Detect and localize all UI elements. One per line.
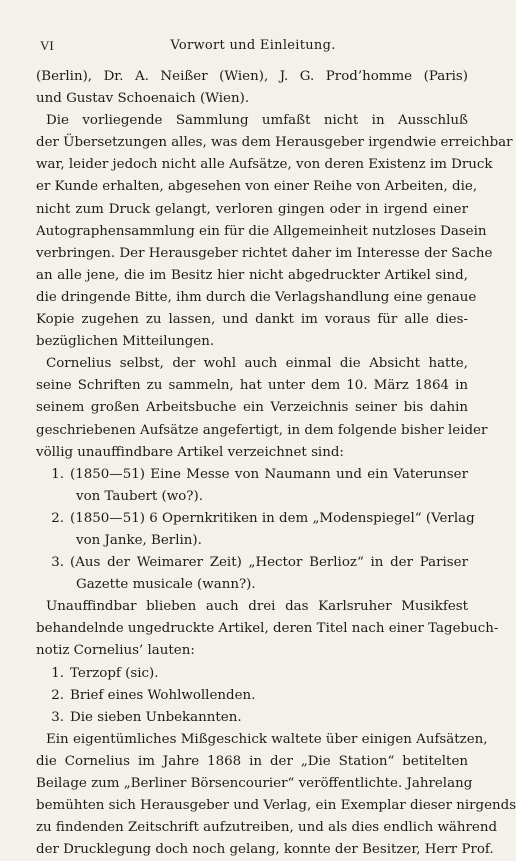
text-line: bezüglichen Mitteilungen. <box>36 334 215 350</box>
text-line: behandelnde ungedruckte Artikel, deren Titel nach einer Tagebuch- <box>36 621 499 637</box>
text-line: verbringen. Der Herausgeber richtet daher im Interesse der Sache <box>36 245 493 261</box>
list-item-text: Die sieben Unbekannten. <box>70 709 242 725</box>
text-line: geschriebenen Aufsätze angefertigt, in dem folgende bisher leider <box>36 422 488 438</box>
paragraph-block-2 <box>36 596 499 662</box>
text-line: an alle jene, die im Besitz hier nicht abgedruckter Artikel sind, <box>36 267 468 283</box>
list-item-text: (1850—51) 6 Opernkritiken in dem „Modenspiegel“ (Verlag <box>70 510 475 526</box>
list-item <box>36 552 468 574</box>
text-line: war, leider jedoch nicht alle Aufsätze, von deren Existenz im Druck <box>36 157 493 173</box>
list-item-continuation: von Taubert (wo?). <box>76 488 203 504</box>
list-item-continuation: von Janke, Berlin). <box>76 532 202 548</box>
text-line: Beilage zum „Berliner Börsencourier“ veröffentlichte. Jahrelang <box>36 776 473 791</box>
text-line: Ein eigentümliches Mißgeschick waltete über einigen Aufsätzen, <box>46 731 488 747</box>
text-line: und Gustav Schoenaich (Wien). <box>36 91 250 107</box>
text-line: Unauffindbar blieben auch drei das Karlsruher Musikfest <box>46 599 468 615</box>
list-item-text: (1850—51) Eine Messe von Naumann und ein Vaterunser <box>70 466 468 482</box>
list-item-number: 3. <box>51 709 64 725</box>
text-line: Autographensammlung ein für die Allgemeinheit nutzloses Dasein <box>36 223 487 239</box>
missing-articles-list <box>36 464 475 597</box>
list-item-text: Brief eines Wohlwollenden. <box>70 687 256 703</box>
list-item <box>36 663 468 685</box>
text-line: seinem großen Arbeitsbuche ein Verzeichnis seiner bis dahin <box>36 400 468 416</box>
text-line: er Kunde erhalten, abgesehen von einer Reihe von Arbeiten, die, <box>36 179 478 195</box>
text-line: die Cornelius im Jahre 1868 in der „Die Station“ betitelten <box>36 753 468 769</box>
list-item-continuation: Gazette musicale (wann?). <box>76 577 256 593</box>
list-item-number: 2. <box>51 510 64 526</box>
list-item <box>36 464 468 486</box>
text-line: Cornelius selbst, der wohl auch einmal die Absicht hatte, <box>46 356 468 372</box>
text-line: völlig unauffindbare Artikel verzeichnet sind: <box>36 444 344 460</box>
list-item <box>36 685 468 707</box>
list-item <box>36 508 475 530</box>
text-line: notiz Cornelius’ lauten: <box>36 643 195 659</box>
text-line: (Berlin), Dr. A. Neißer (Wien), J. G. Prod’homme (Paris) <box>36 69 468 84</box>
list-item-text: (Aus der Weimarer Zeit) „Hector Berlioz“ in der Pariser <box>70 555 468 571</box>
list-item-number: 3. <box>51 555 64 571</box>
text-line: bemühten sich Herausgeber und Verlag, ein Exemplar dieser nirgends <box>36 798 516 814</box>
list-item-number: 2. <box>51 687 64 703</box>
text-line: Die vorliegende Sammlung umfaßt nicht in Ausschluß <box>46 113 468 129</box>
text-line: der Drucklegung doch noch gelang, konnte der Besitzer, Herr Prof. <box>36 842 494 858</box>
page-header <box>40 38 466 58</box>
page-number: VI <box>40 38 54 53</box>
list-item <box>36 707 468 729</box>
list-item-number: 1. <box>51 466 64 482</box>
paragraph-block-3 <box>36 729 516 861</box>
list-item-text: Terzopf (sic). <box>70 665 159 681</box>
karlsruhe-articles-list <box>36 663 468 729</box>
page-body <box>36 66 516 861</box>
text-line: zu findenden Zeitschrift aufzutreiben, und als dies endlich während <box>36 820 498 836</box>
paragraph-block-1 <box>36 66 513 464</box>
text-line: die dringende Bitte, ihm durch die Verlagshandlung eine genaue <box>36 289 477 305</box>
list-item-number: 1. <box>51 665 64 681</box>
text-line: seine Schriften zu sammeln, hat unter dem 10. März 1864 in <box>36 378 468 394</box>
text-line: nicht zum Druck gelangt, verloren gingen oder in irgend einer <box>36 201 468 217</box>
running-title: Vorwort und Einleitung. <box>170 38 336 53</box>
text-line: der Übersetzungen alles, was dem Herausgeber irgendwie erreichbar <box>36 135 513 151</box>
text-line: Kopie zugehen zu lassen, und dankt im voraus für alle dies- <box>36 312 468 328</box>
